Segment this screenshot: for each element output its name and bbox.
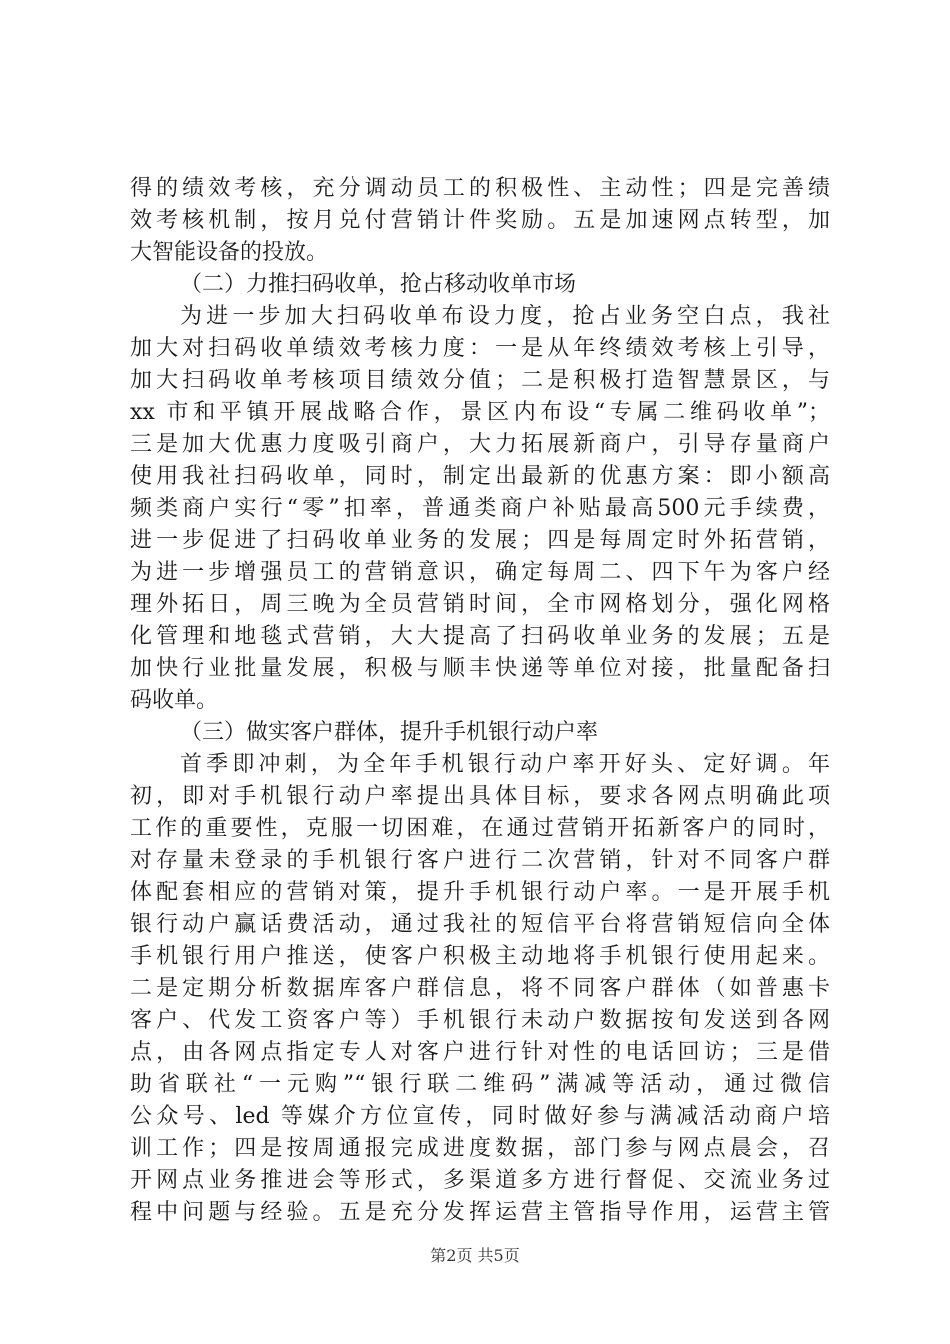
text-line: 点，由各网点指定专人对客户进行针对性的电话回访；三是借 (130, 1040, 830, 1065)
document-body (130, 173, 830, 1229)
text-line: 码收单。 (130, 688, 219, 713)
text-line: 加大对扫码收单绩效考核力度：一是从年终绩效考核上引导， (130, 336, 830, 361)
text-line: 首季即冲刺，为全年手机银行动户率开好头、定好调。年 (180, 752, 830, 777)
text-line: 手机银行用户推送，使客户积极主动地将手机银行使用起来。 (130, 944, 830, 969)
text-line: 初，即对手机银行动户率提出具体目标，要求各网点明确此项 (130, 784, 830, 809)
text-line: 助省联社“一元购”“银行联二维码”满减等活动，通过微信 (130, 1072, 830, 1097)
text-line: 公众号、led 等媒介方位宣传，同时做好参与满减活动商户培 (130, 1104, 830, 1129)
text-line: 对存量未登录的手机银行客户进行二次营销，针对不同客户群 (130, 848, 830, 873)
text-line: 理外拓日，周三晚为全员营销时间，全市网格划分，强化网格 (130, 592, 830, 617)
text-line: 程中问题与经验。五是充分发挥运营主管指导作用，运营主管 (130, 1200, 830, 1225)
text-line: 工作的重要性，克服一切困难，在通过营销开拓新客户的同时， (130, 816, 830, 841)
text-line: 化管理和地毯式营销，大大提高了扫码收单业务的发展；五是 (130, 624, 830, 649)
text-line: 加大扫码收单考核项目绩效分值；二是积极打造智慧景区，与 (130, 368, 830, 393)
text-line: 客户、代发工资客户等）手机银行未动户数据按旬发送到各网 (130, 1008, 830, 1033)
text-line: 开网点业务推进会等形式，多渠道多方进行督促、交流业务过 (130, 1168, 830, 1193)
text-line: 为进一步加大扫码收单布设力度，抢占业务空白点，我社 (180, 304, 830, 329)
text-line: 三是加大优惠力度吸引商户，大力拓展新商户，引导存量商户 (130, 432, 830, 457)
page-number-footer: 第2页 共5页 (430, 1246, 520, 1265)
text-line: 进一步促进了扫码收单业务的发展；四是每周定时外拓营销， (130, 528, 830, 553)
text-line: 为进一步增强员工的营销意识，确定每周二、四下午为客户经 (130, 560, 830, 585)
section-heading: （二）力推扫码收单，抢占移动收单市场 (180, 272, 577, 297)
text-line: 加快行业批量发展，积极与顺丰快递等单位对接，批量配备扫 (130, 656, 830, 681)
text-line: 得的绩效考核，充分调动员工的积极性、主动性；四是完善绩 (130, 176, 830, 201)
text-line: 使用我社扫码收单，同时，制定出最新的优惠方案：即小额高 (130, 464, 830, 489)
text-line: 频类商户实行“零”扣率，普通类商户补贴最高500元手续费， (130, 496, 830, 521)
text-line: 银行动户赢话费活动，通过我社的短信平台将营销短信向全体 (130, 912, 830, 937)
text-line: 大智能设备的投放。 (130, 240, 329, 265)
text-line: 效考核机制，按月兑付营销计件奖励。五是加速网点转型，加 (130, 208, 830, 233)
text-line: 训工作；四是按周通报完成进度数据，部门参与网点晨会，召 (130, 1136, 830, 1161)
text-line: 二是定期分析数据库客户群信息，将不同客户群体（如普惠卡 (130, 976, 830, 1001)
text-line: 体配套相应的营销对策，提升手机银行动户率。一是开展手机 (130, 880, 830, 905)
text-line: xx 市和平镇开展战略合作，景区内布设“专属二维码收单”； (130, 400, 830, 425)
section-heading: （三）做实客户群体，提升手机银行动户率 (180, 720, 599, 745)
